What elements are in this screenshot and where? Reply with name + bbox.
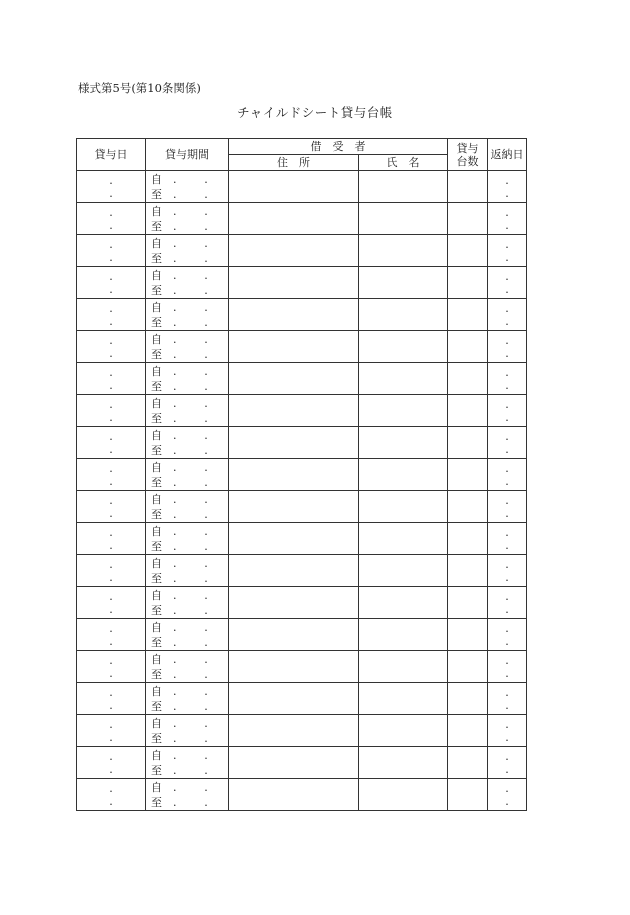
period-from-date: . .: [173, 652, 220, 666]
header-address: 住 所: [229, 155, 359, 171]
loan-period-cell[interactable]: [146, 363, 229, 395]
period-from-label: 自: [151, 716, 162, 730]
period-to-line: [151, 731, 228, 746]
header-loan-date: 貸与日: [77, 139, 146, 171]
address-cell[interactable]: [229, 491, 359, 523]
loan-date-cell[interactable]: . .: [77, 299, 146, 331]
period-to-line: [151, 635, 228, 650]
loan-period-cell[interactable]: [146, 235, 229, 267]
period-from-line: [151, 492, 228, 507]
period-to-label: 至: [151, 667, 162, 681]
period-to-date: . .: [173, 379, 220, 393]
table-row: [77, 651, 527, 683]
table-row: [77, 171, 527, 203]
period-from-date: . .: [173, 236, 220, 250]
period-from-label: 自: [151, 364, 162, 378]
loan-date-cell[interactable]: . .: [77, 331, 146, 363]
form-number: 様式第5号(第10条関係): [78, 81, 201, 95]
return-date-cell[interactable]: . .: [488, 171, 527, 203]
address-cell[interactable]: [229, 299, 359, 331]
period-from-label: 自: [151, 684, 162, 698]
period-from-line: [151, 268, 228, 283]
loan-period-cell[interactable]: [146, 427, 229, 459]
table-row: [77, 235, 527, 267]
loan-date-cell[interactable]: . .: [77, 587, 146, 619]
header-loan-count: [448, 139, 488, 171]
return-date-cell[interactable]: . .: [488, 203, 527, 235]
loan-period-cell[interactable]: [146, 331, 229, 363]
period-to-label: 至: [151, 731, 162, 745]
address-cell[interactable]: [229, 779, 359, 811]
name-cell[interactable]: [359, 459, 448, 491]
period-to-date: . .: [173, 571, 220, 585]
period-from-label: 自: [151, 332, 162, 346]
address-cell[interactable]: [229, 555, 359, 587]
loan-count-cell[interactable]: [448, 715, 488, 747]
name-cell[interactable]: [359, 299, 448, 331]
name-cell[interactable]: [359, 587, 448, 619]
loan-date-cell[interactable]: . .: [77, 235, 146, 267]
period-from-line: [151, 588, 228, 603]
table-row: [77, 715, 527, 747]
table-row: [77, 459, 527, 491]
period-to-line: [151, 507, 228, 522]
loan-count-cell[interactable]: [448, 203, 488, 235]
period-to-date: . .: [173, 187, 220, 201]
loan-period-cell[interactable]: [146, 203, 229, 235]
return-date-cell[interactable]: . .: [488, 523, 527, 555]
loan-count-cell[interactable]: [448, 363, 488, 395]
period-from-line: [151, 716, 228, 731]
table-row: [77, 331, 527, 363]
header-borrower: 借 受 者: [229, 139, 448, 155]
period-to-line: [151, 795, 228, 810]
address-cell[interactable]: [229, 651, 359, 683]
period-from-line: [151, 684, 228, 699]
address-cell[interactable]: [229, 427, 359, 459]
address-cell[interactable]: [229, 747, 359, 779]
period-to-label: 至: [151, 763, 162, 777]
return-date-cell[interactable]: . .: [488, 427, 527, 459]
name-cell[interactable]: [359, 555, 448, 587]
document-title: チャイルドシート貸与台帳: [237, 105, 393, 120]
name-cell[interactable]: [359, 715, 448, 747]
period-to-label: 至: [151, 507, 162, 521]
table-row: [77, 491, 527, 523]
period-to-date: . .: [173, 315, 220, 329]
period-to-label: 至: [151, 411, 162, 425]
period-to-line: [151, 667, 228, 682]
period-to-label: 至: [151, 475, 162, 489]
loan-period-cell[interactable]: [146, 491, 229, 523]
period-to-line: [151, 379, 228, 394]
period-to-line: [151, 347, 228, 362]
loan-date-cell[interactable]: . .: [77, 171, 146, 203]
period-from-date: . .: [173, 780, 220, 794]
period-from-line: [151, 620, 228, 635]
period-from-label: 自: [151, 620, 162, 634]
return-date-cell[interactable]: . .: [488, 683, 527, 715]
return-date-cell[interactable]: . .: [488, 395, 527, 427]
period-from-label: 自: [151, 748, 162, 762]
period-to-label: 至: [151, 699, 162, 713]
loan-date-cell[interactable]: . .: [77, 651, 146, 683]
name-cell[interactable]: [359, 651, 448, 683]
period-from-line: [151, 652, 228, 667]
loan-count-cell[interactable]: [448, 555, 488, 587]
return-date-cell[interactable]: . .: [488, 555, 527, 587]
loan-period-cell[interactable]: [146, 619, 229, 651]
loan-count-cell[interactable]: [448, 459, 488, 491]
loan-count-cell[interactable]: [448, 491, 488, 523]
loan-period-cell[interactable]: [146, 587, 229, 619]
period-to-label: 至: [151, 635, 162, 649]
table-row: [77, 395, 527, 427]
name-cell[interactable]: [359, 683, 448, 715]
loan-count-cell[interactable]: [448, 171, 488, 203]
period-from-label: 自: [151, 204, 162, 218]
loan-count-cell[interactable]: [448, 651, 488, 683]
loan-date-cell[interactable]: . .: [77, 523, 146, 555]
period-to-label: 至: [151, 539, 162, 553]
period-to-date: . .: [173, 251, 220, 265]
header-loan-count-line2: 台数: [456, 154, 479, 168]
loan-period-cell[interactable]: [146, 395, 229, 427]
period-from-line: [151, 236, 228, 251]
period-to-label: 至: [151, 571, 162, 585]
period-from-line: [151, 332, 228, 347]
period-to-date: . .: [173, 411, 220, 425]
period-to-date: . .: [173, 699, 220, 713]
period-from-date: . .: [173, 428, 220, 442]
loan-period-cell[interactable]: [146, 171, 229, 203]
period-to-line: [151, 315, 228, 330]
name-cell[interactable]: [359, 523, 448, 555]
table-row: [77, 555, 527, 587]
period-from-line: [151, 748, 228, 763]
table-row: [77, 747, 527, 779]
period-to-line: [151, 539, 228, 554]
period-to-label: 至: [151, 219, 162, 233]
period-from-date: . .: [173, 684, 220, 698]
period-from-date: . .: [173, 460, 220, 474]
loan-count-cell[interactable]: [448, 683, 488, 715]
period-from-line: [151, 396, 228, 411]
period-from-date: . .: [173, 492, 220, 506]
table-row: [77, 267, 527, 299]
loan-date-cell[interactable]: . .: [77, 747, 146, 779]
period-from-date: . .: [173, 716, 220, 730]
loan-date-cell[interactable]: . .: [77, 779, 146, 811]
return-date-cell[interactable]: . .: [488, 459, 527, 491]
loan-date-cell[interactable]: . .: [77, 555, 146, 587]
period-from-label: 自: [151, 524, 162, 538]
loan-period-cell[interactable]: [146, 459, 229, 491]
period-from-date: . .: [173, 396, 220, 410]
header-name: 氏 名: [359, 155, 448, 171]
period-to-date: . .: [173, 283, 220, 297]
period-from-line: [151, 556, 228, 571]
loan-date-cell[interactable]: . .: [77, 203, 146, 235]
period-from-label: 自: [151, 300, 162, 314]
period-to-date: . .: [173, 475, 220, 489]
period-to-date: . .: [173, 763, 220, 777]
loan-period-cell[interactable]: [146, 715, 229, 747]
period-to-line: [151, 251, 228, 266]
header-return-date: 返納日: [488, 139, 527, 171]
table-row: [77, 619, 527, 651]
header-loan-count-line1: 貸与: [456, 141, 479, 155]
period-to-label: 至: [151, 347, 162, 361]
name-cell[interactable]: [359, 267, 448, 299]
name-cell[interactable]: [359, 363, 448, 395]
table-row: [77, 363, 527, 395]
period-from-label: 自: [151, 556, 162, 570]
return-date-cell[interactable]: . .: [488, 491, 527, 523]
address-cell[interactable]: [229, 171, 359, 203]
address-cell[interactable]: [229, 683, 359, 715]
period-from-date: . .: [173, 172, 220, 186]
loan-count-cell[interactable]: [448, 235, 488, 267]
loan-count-cell[interactable]: [448, 619, 488, 651]
address-cell[interactable]: [229, 523, 359, 555]
period-from-label: 自: [151, 780, 162, 794]
loan-count-cell[interactable]: [448, 747, 488, 779]
period-to-date: . .: [173, 731, 220, 745]
loan-date-cell[interactable]: . .: [77, 267, 146, 299]
loan-date-cell[interactable]: . .: [77, 619, 146, 651]
return-date-cell[interactable]: . .: [488, 299, 527, 331]
period-from-date: . .: [173, 620, 220, 634]
period-to-label: 至: [151, 315, 162, 329]
loan-count-cell[interactable]: [448, 395, 488, 427]
period-from-label: 自: [151, 460, 162, 474]
loan-period-cell[interactable]: [146, 555, 229, 587]
loan-count-cell[interactable]: [448, 299, 488, 331]
period-from-date: . .: [173, 748, 220, 762]
address-cell[interactable]: [229, 331, 359, 363]
period-to-date: . .: [173, 667, 220, 681]
name-cell[interactable]: [359, 331, 448, 363]
address-cell[interactable]: [229, 267, 359, 299]
period-to-line: [151, 571, 228, 586]
period-to-line: [151, 699, 228, 714]
period-from-line: [151, 780, 228, 795]
loan-date-cell[interactable]: . .: [77, 427, 146, 459]
period-to-line: [151, 443, 228, 458]
period-from-date: . .: [173, 524, 220, 538]
loan-date-cell[interactable]: . .: [77, 491, 146, 523]
loan-date-cell[interactable]: . .: [77, 363, 146, 395]
return-date-cell[interactable]: . .: [488, 331, 527, 363]
period-to-line: [151, 763, 228, 778]
period-from-date: . .: [173, 588, 220, 602]
period-from-line: [151, 172, 228, 187]
return-date-cell[interactable]: . .: [488, 587, 527, 619]
period-to-date: . .: [173, 347, 220, 361]
loan-period-cell[interactable]: [146, 651, 229, 683]
loan-count-cell[interactable]: [448, 587, 488, 619]
return-date-cell[interactable]: . .: [488, 715, 527, 747]
loan-period-cell[interactable]: [146, 683, 229, 715]
ledger-body: [77, 171, 527, 811]
address-cell[interactable]: [229, 619, 359, 651]
period-to-date: . .: [173, 635, 220, 649]
header-loan-period: 貸与期間: [146, 139, 229, 171]
return-date-cell[interactable]: . .: [488, 235, 527, 267]
period-from-date: . .: [173, 556, 220, 570]
period-to-label: 至: [151, 603, 162, 617]
ledger-header: [77, 139, 527, 171]
period-to-line: [151, 411, 228, 426]
table-row: [77, 299, 527, 331]
period-from-line: [151, 524, 228, 539]
period-from-date: . .: [173, 204, 220, 218]
loan-date-cell[interactable]: . .: [77, 459, 146, 491]
table-row: [77, 523, 527, 555]
loan-ledger-table: [76, 138, 527, 811]
name-cell[interactable]: [359, 235, 448, 267]
name-cell[interactable]: [359, 779, 448, 811]
period-to-line: [151, 475, 228, 490]
period-to-line: [151, 603, 228, 618]
loan-count-cell[interactable]: [448, 267, 488, 299]
period-to-label: 至: [151, 379, 162, 393]
address-cell[interactable]: [229, 203, 359, 235]
loan-period-cell[interactable]: [146, 267, 229, 299]
period-to-label: 至: [151, 283, 162, 297]
loan-date-cell[interactable]: . .: [77, 715, 146, 747]
period-from-line: [151, 300, 228, 315]
period-from-date: . .: [173, 268, 220, 282]
loan-count-cell[interactable]: [448, 523, 488, 555]
table-row: [77, 683, 527, 715]
table-row: [77, 779, 527, 811]
period-to-date: . .: [173, 603, 220, 617]
return-date-cell[interactable]: . .: [488, 779, 527, 811]
loan-period-cell[interactable]: [146, 299, 229, 331]
period-from-label: 自: [151, 172, 162, 186]
period-to-line: [151, 219, 228, 234]
period-to-label: 至: [151, 795, 162, 809]
period-from-label: 自: [151, 428, 162, 442]
period-from-label: 自: [151, 492, 162, 506]
period-to-date: . .: [173, 507, 220, 521]
address-cell[interactable]: [229, 363, 359, 395]
table-row: [77, 203, 527, 235]
period-from-line: [151, 428, 228, 443]
period-from-label: 自: [151, 236, 162, 250]
address-cell[interactable]: [229, 459, 359, 491]
period-from-label: 自: [151, 396, 162, 410]
loan-count-cell[interactable]: [448, 331, 488, 363]
period-from-date: . .: [173, 332, 220, 346]
period-to-line: [151, 187, 228, 202]
address-cell[interactable]: [229, 715, 359, 747]
period-to-date: . .: [173, 539, 220, 553]
return-date-cell[interactable]: . .: [488, 619, 527, 651]
loan-date-cell[interactable]: . .: [77, 683, 146, 715]
table-row: [77, 427, 527, 459]
period-to-label: 至: [151, 187, 162, 201]
name-cell[interactable]: [359, 203, 448, 235]
name-cell[interactable]: [359, 395, 448, 427]
period-from-label: 自: [151, 588, 162, 602]
return-date-cell[interactable]: . .: [488, 267, 527, 299]
name-cell[interactable]: [359, 427, 448, 459]
name-cell[interactable]: [359, 491, 448, 523]
loan-period-cell[interactable]: [146, 523, 229, 555]
period-from-line: [151, 204, 228, 219]
period-from-label: 自: [151, 268, 162, 282]
address-cell[interactable]: [229, 587, 359, 619]
period-to-label: 至: [151, 443, 162, 457]
address-cell[interactable]: [229, 235, 359, 267]
period-to-date: . .: [173, 443, 220, 457]
loan-period-cell[interactable]: [146, 747, 229, 779]
period-from-line: [151, 364, 228, 379]
name-cell[interactable]: [359, 747, 448, 779]
period-from-label: 自: [151, 652, 162, 666]
period-to-label: 至: [151, 251, 162, 265]
loan-count-cell[interactable]: [448, 427, 488, 459]
return-date-cell[interactable]: . .: [488, 651, 527, 683]
table-row: [77, 587, 527, 619]
address-cell[interactable]: [229, 395, 359, 427]
period-to-line: [151, 283, 228, 298]
period-to-date: . .: [173, 795, 220, 809]
loan-count-cell[interactable]: [448, 779, 488, 811]
loan-period-cell[interactable]: [146, 779, 229, 811]
period-from-line: [151, 460, 228, 475]
return-date-cell[interactable]: . .: [488, 363, 527, 395]
period-from-date: . .: [173, 300, 220, 314]
period-to-date: . .: [173, 219, 220, 233]
return-date-cell[interactable]: . .: [488, 747, 527, 779]
period-from-date: . .: [173, 364, 220, 378]
name-cell[interactable]: [359, 619, 448, 651]
loan-date-cell[interactable]: . .: [77, 395, 146, 427]
name-cell[interactable]: [359, 171, 448, 203]
